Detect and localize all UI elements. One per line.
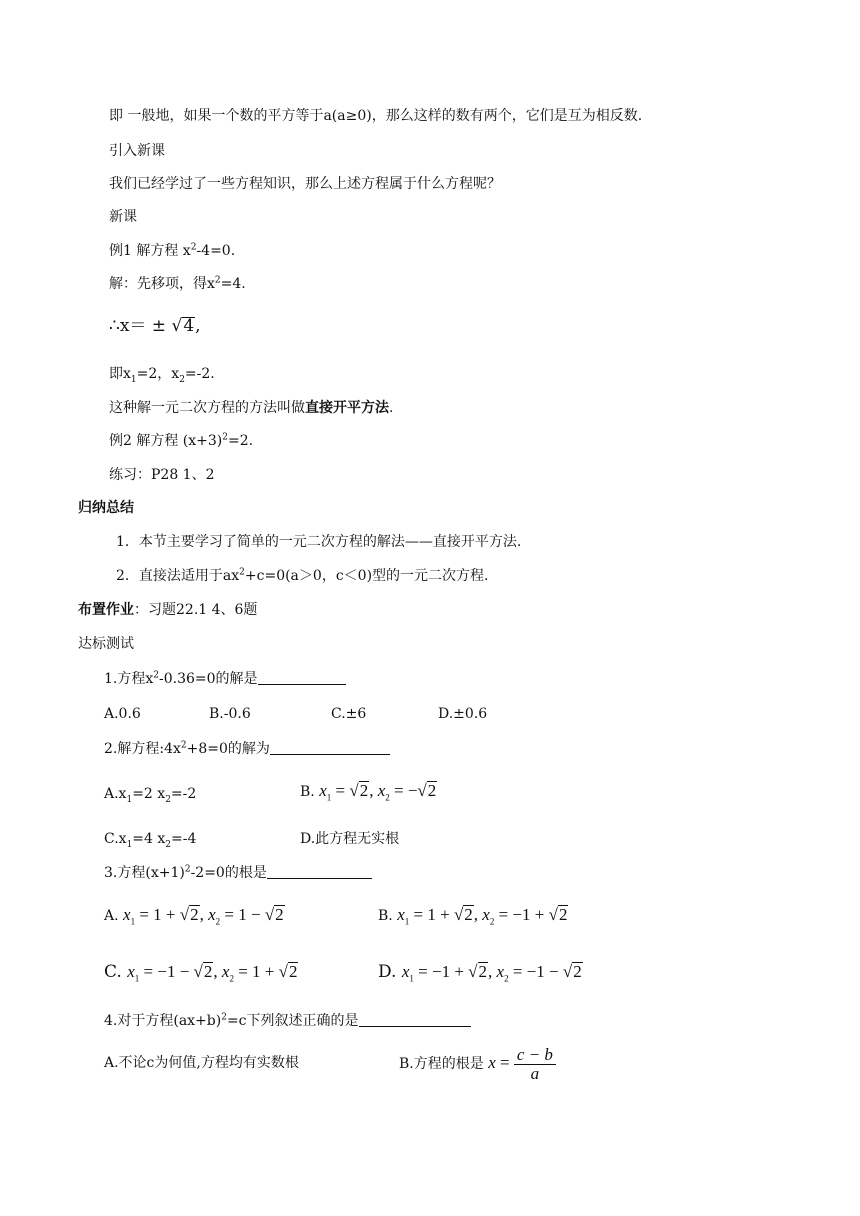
q4-option-a[interactable]: A.不论c为何值,方程均有实数根 (104, 1055, 299, 1071)
q2-option-c[interactable]: $C.x_1=4$ $x_2=-4$ (104, 831, 197, 850)
q2-stem: 2.解方程$:4x^2+8=0$的解为 (104, 740, 390, 758)
q2-answer-blank[interactable] (270, 740, 390, 755)
q4-answer-blank[interactable] (359, 1012, 471, 1027)
practice-line: 练习：P28 1、2 (109, 467, 215, 483)
q1-option-d[interactable]: D.±0.6 (438, 706, 488, 722)
q3-option-c[interactable]: C. $x_1 = -1 - √2$, $x_2 = 1 + √2$ (104, 962, 298, 984)
q3-answer-blank[interactable] (267, 864, 372, 879)
method-line: 这种解一元二次方程的方法叫做直接开平方法. (109, 400, 394, 416)
q3-stem: 3.方程$(x+1)^2-2=0$的根是 (104, 864, 372, 882)
q1-option-c[interactable]: C.±6 (331, 706, 367, 722)
q1-option-a[interactable]: A.0.6 (104, 706, 141, 722)
q1-stem: 1.方程$x^2-0.36=0$的解是 (104, 670, 346, 688)
q3-option-b[interactable]: B. $x_1 = 1 + √2$, $x_2 = -1 + √2$ (378, 905, 568, 927)
text-line-3: 我们已经学过了一些方程知识，那么上述方程属于什么方程呢？ (109, 176, 501, 192)
q2-option-a[interactable]: $A.x_1=2$ $x_2=-2$ (104, 786, 197, 805)
q1-answer-blank[interactable] (258, 670, 346, 685)
q3-option-d[interactable]: D. $x_1 = -1 + √2$, $x_2 = -1 - √2$ (378, 962, 582, 984)
q4-option-b[interactable]: B.方程的根是 x = $\frac{c - b}{a}$ (399, 1044, 556, 1083)
text-line-1: 即 一般地，如果一个数的平方等于a(a≥0)，那么这样的数有两个，它们是互为相反数. (109, 108, 643, 124)
homework-line: 布置作业：习题22.1 4、6题 (78, 602, 258, 618)
q1-option-b[interactable]: B.-0.6 (209, 706, 251, 722)
therefore-line: ∴x＝ ± √4, (109, 316, 201, 336)
text-line-intro-heading: 引入新课 (109, 143, 165, 159)
summary-item-1: 1．本节主要学习了简单的一元二次方程的解法——直接开平方法. (116, 534, 522, 550)
summary-heading: 归纳总结 (78, 500, 134, 516)
example-1: 例1 解方程 $x^2-4=0$. (109, 242, 236, 259)
test-heading: 达标测试 (78, 636, 134, 652)
text-line-new-lesson: 新课 (109, 209, 137, 225)
roots-line: 即$x_1=2$，$x_2=-2$. (109, 366, 215, 385)
solution-step: 解：先移项，得$x^2=4$. (109, 275, 246, 292)
q3-option-a[interactable]: A. $x_1 = 1 + √2$, $x_2 = 1 - √2$ (104, 905, 284, 927)
q2-option-d[interactable]: D.此方程无实根 (300, 831, 400, 847)
fraction: $\frac{c - b}{a}$ (514, 1046, 556, 1083)
q4-stem: 4.对于方程$(ax+b)^2=c$下列叙述正确的是 (104, 1012, 471, 1030)
example-2: 例2 解方程 $(x+3)^2=2$. (109, 432, 254, 449)
q2-option-b[interactable]: B. $x_1 = √2$, $x_2 = -√2$ (300, 781, 437, 803)
summary-item-2: 2．直接法适用于$ax^2+c=0(a>0$，c＜0)型的一元二次方程. (116, 567, 489, 584)
